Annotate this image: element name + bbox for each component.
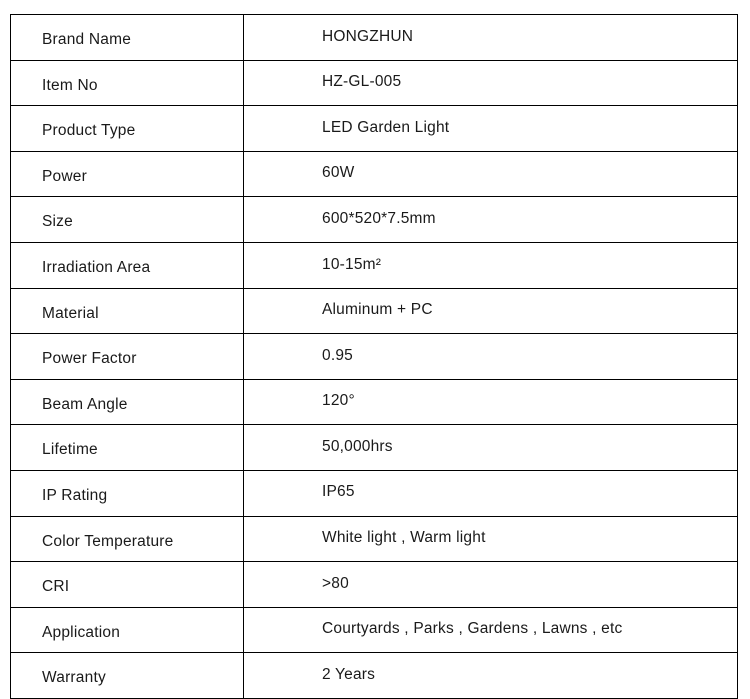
- spec-label: Power Factor: [11, 334, 244, 380]
- spec-row-color-temperature: [11, 516, 738, 562]
- spec-value: [244, 242, 738, 288]
- spec-label: Brand Name: [11, 15, 244, 61]
- spec-label: Item No: [11, 60, 244, 106]
- spec-row-cri: [11, 562, 738, 608]
- spec-value-text: LED Garden Light: [322, 118, 450, 136]
- spec-value: [244, 334, 738, 380]
- spec-value-text: HONGZHUN: [322, 27, 414, 45]
- spec-value: [244, 151, 738, 197]
- spec-value-text: 2 Years: [322, 665, 376, 683]
- spec-value-text: HZ-GL-005: [322, 73, 402, 91]
- spec-row-beam-angle: [11, 379, 738, 425]
- spec-label: Size: [11, 197, 244, 243]
- spec-value: [244, 288, 738, 334]
- spec-row-application: [11, 607, 738, 653]
- spec-value-text: >80: [322, 574, 349, 592]
- spec-row-warranty: [11, 653, 738, 699]
- spec-label: Power: [11, 151, 244, 197]
- spec-value-text: Courtyards , Parks , Gardens , Lawns , etc: [322, 620, 623, 638]
- spec-value-text: 10-15m²: [322, 255, 382, 273]
- spec-value: [244, 425, 738, 471]
- spec-label: IP Rating: [11, 470, 244, 516]
- spec-value: [244, 15, 738, 61]
- spec-value: [244, 197, 738, 243]
- spec-value-text: IP65: [322, 483, 355, 501]
- spec-value: [244, 106, 738, 152]
- spec-row-item-no: [11, 60, 738, 106]
- spec-row-power-factor: [11, 334, 738, 380]
- spec-value-text: 0.95: [322, 346, 353, 364]
- spec-label: Warranty: [11, 653, 244, 699]
- spec-label: Color Temperature: [11, 516, 244, 562]
- spec-value: [244, 516, 738, 562]
- spec-value-text: White light , Warm light: [322, 529, 486, 547]
- spec-value: [244, 470, 738, 516]
- spec-value-text: Aluminum + PC: [322, 301, 433, 319]
- spec-value-text: 120°: [322, 392, 355, 410]
- spec-row-irradiation-area: [11, 242, 738, 288]
- spec-label: Application: [11, 607, 244, 653]
- spec-row-material: [11, 288, 738, 334]
- spec-label: Material: [11, 288, 244, 334]
- spec-row-size: [11, 197, 738, 243]
- spec-label: CRI: [11, 562, 244, 608]
- spec-row-brand-name: [11, 15, 738, 61]
- spec-label: Irradiation Area: [11, 242, 244, 288]
- spec-row-power: [11, 151, 738, 197]
- spec-label: Product Type: [11, 106, 244, 152]
- spec-value: [244, 562, 738, 608]
- spec-value: [244, 379, 738, 425]
- spec-label: Lifetime: [11, 425, 244, 471]
- spec-row-product-type: [11, 106, 738, 152]
- spec-value: [244, 60, 738, 106]
- spec-value-text: 50,000hrs: [322, 437, 393, 455]
- spec-value-text: 600*520*7.5mm: [322, 209, 436, 227]
- spec-value: [244, 653, 738, 699]
- spec-label: Beam Angle: [11, 379, 244, 425]
- spec-row-ip-rating: [11, 470, 738, 516]
- spec-value: [244, 607, 738, 653]
- spec-value-text: 60W: [322, 164, 355, 182]
- spec-row-lifetime: [11, 425, 738, 471]
- spec-table: [10, 14, 738, 699]
